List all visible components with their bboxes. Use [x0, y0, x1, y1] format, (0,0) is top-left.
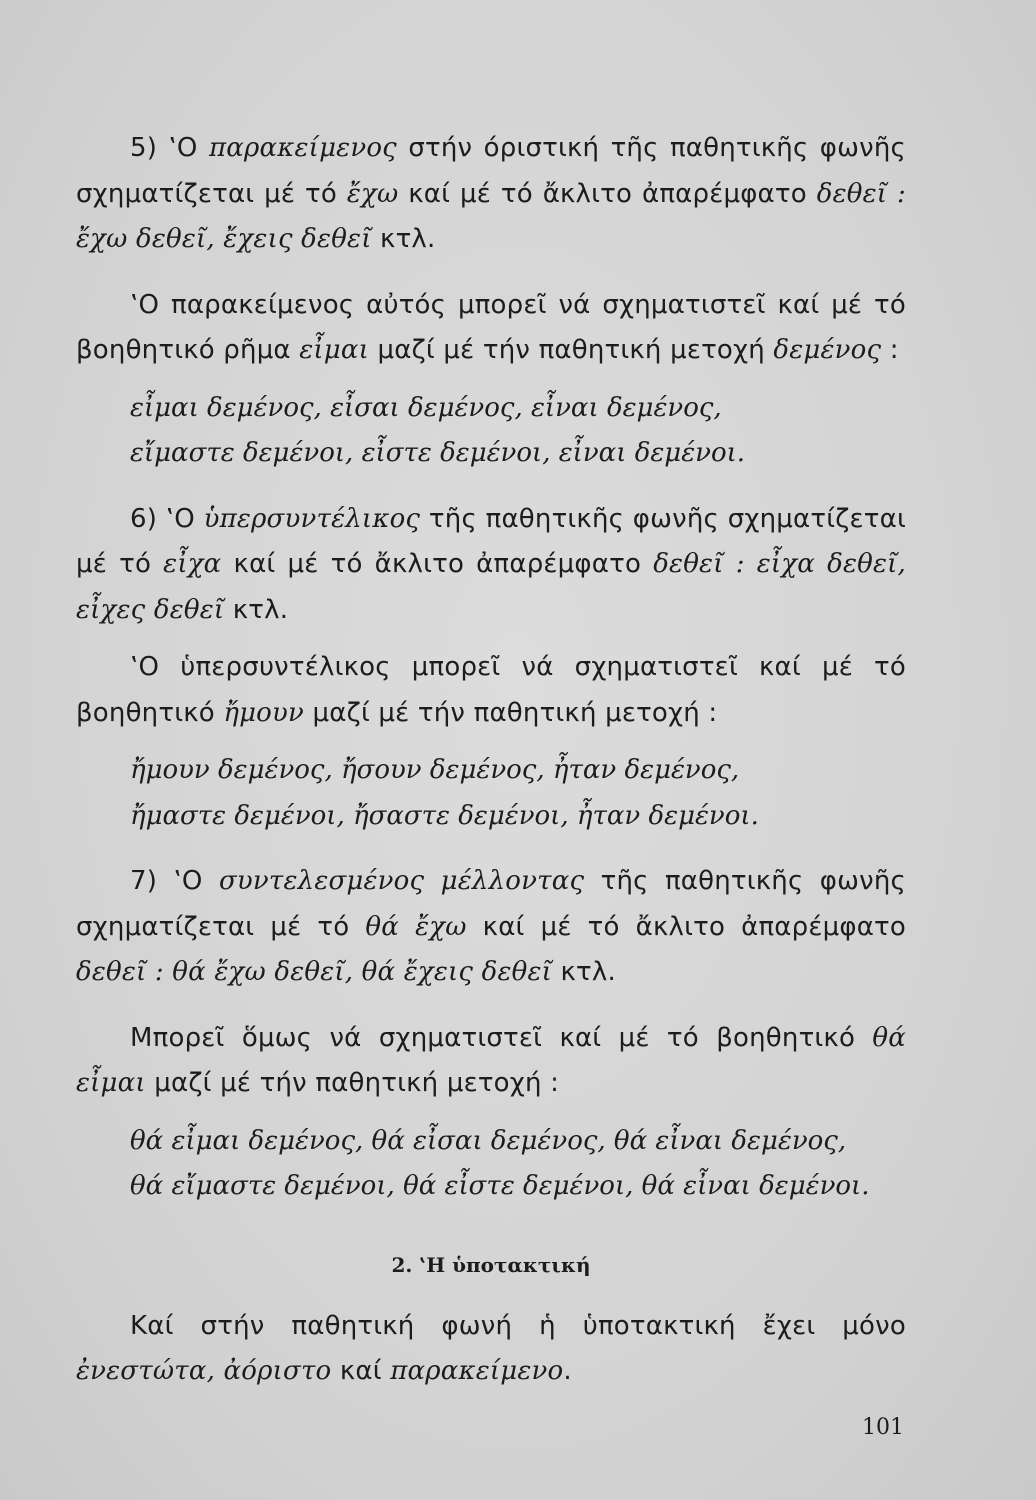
- paragraph-pluperfect: 6) ‛Ο ὑπερσυντέλικος τῆς παθητικῆς φωνῆς σχηματίζεται μέ τό εἶχα καί μέ τό ἄκλιτο ἀπαρέμφατο δεθεῖ : εἶχα δεθεῖ, εἶχες δεθεῖ κτλ.: [76, 503, 906, 625]
- example-block-perfect: [76, 386, 906, 477]
- example-forms: δεθεῖ : ἔχω δεθεῖ, ἔχεις δεθεῖ: [76, 178, 906, 254]
- page-number: 101: [862, 1415, 904, 1440]
- item-number: 6) ‛Ο: [130, 503, 204, 534]
- paragraph-subjunctive: Καί στήν παθητική φωνή ἡ ὑποτακτική ἔχει μόνο ἐνεστώτα, ἀόριστο καί παρακείμενο.: [76, 1310, 906, 1386]
- example-forms: δεθεῖ : εἶχα δεθεῖ, εἶχες δεθεῖ: [76, 549, 906, 625]
- paragraph-future-perfect: 7) ‛Ο συντελεσμένος μέλλοντας τῆς παθητικῆς φωνῆς σχηματίζεται μέ τό θά ἔχω καί μέ τό ἄκλιτο ἀπαρέμφατο δεθεῖ : θά ἔχω δεθεῖ, θά ἔχεις δεθεῖ κτλ.: [76, 866, 906, 987]
- example-row: εἴμαστε δεμένοι, εἶστε δεμένοι, εἶναι δεμένοι.: [130, 438, 746, 468]
- example-row: εἶμαι δεμένος, εἶσαι δεμένος, εἶναι δεμένος,: [130, 392, 722, 423]
- paragraph-future-perfect-alt: Μπορεῖ ὅμως νά σχηματιστεῖ καί μέ τό βοηθητικό θά εἶμαι μαζί μέ τήν παθητική μετοχή :: [76, 1022, 906, 1098]
- term-future-perfect: συντελεσμένος μέλλοντας: [218, 866, 585, 896]
- paragraph-perfect-tense: 5) ‛Ο παρακείμενος στήν όριστική τῆς παθητικῆς φωνῆς σχηματίζεται μέ τό ἔχω καί μέ τό ἄκλιτο ἀπαρέμφατο δεθεῖ : ἔχω δεθεῖ, ἔχεις δεθεῖ κτλ.: [76, 133, 906, 254]
- example-row: θά εἴμαστε δεμένοι, θά εἶστε δεμένοι, θά εἶναι δεμένοι.: [130, 1171, 870, 1201]
- paragraph-perfect-alt: ‛Ο παρακείμενος αὐτός μπορεῖ νά σχηματιστεῖ καί μέ τό βοηθητικό ρῆμα εἶμαι μαζί μέ τήν παθητική μετοχή δεμένος :: [76, 289, 906, 365]
- item-number: 7) ‛Ο: [130, 866, 219, 896]
- item-number: 5) ‛Ο: [130, 133, 209, 163]
- example-block-future-perfect: [76, 1119, 906, 1210]
- term-perfect: παρακείμενος: [208, 133, 397, 163]
- example-row: ἤμουν δεμένος, ἤσουν δεμένος, ἦταν δεμένος,: [130, 755, 740, 785]
- example-block-pluperfect: [76, 748, 906, 839]
- example-row: ἤμαστε δεμένοι, ἤσαστε δεμένοι, ἦταν δεμένοι.: [130, 800, 759, 831]
- paragraph-pluperfect-alt: ‛Ο ὑπερσυντέλικος μπορεῖ νά σχηματιστεῖ καί μέ τό βοηθητικό ἤμουν μαζί μέ τήν παθητική μετοχή :: [76, 652, 906, 728]
- example-forms: δεθεῖ : θά ἔχω δεθεῖ, θά ἔχεις δεθεῖ: [76, 957, 553, 987]
- example-row: θά εἶμαι δεμένος, θά εἶσαι δεμένος, θά εἶναι δεμένος,: [130, 1125, 847, 1156]
- page-content: [76, 126, 906, 1395]
- section-heading: 2. ‛Η ὑποτακτική: [391, 1252, 591, 1277]
- term-pluperfect: ὑπερσυντέλικος: [203, 503, 421, 534]
